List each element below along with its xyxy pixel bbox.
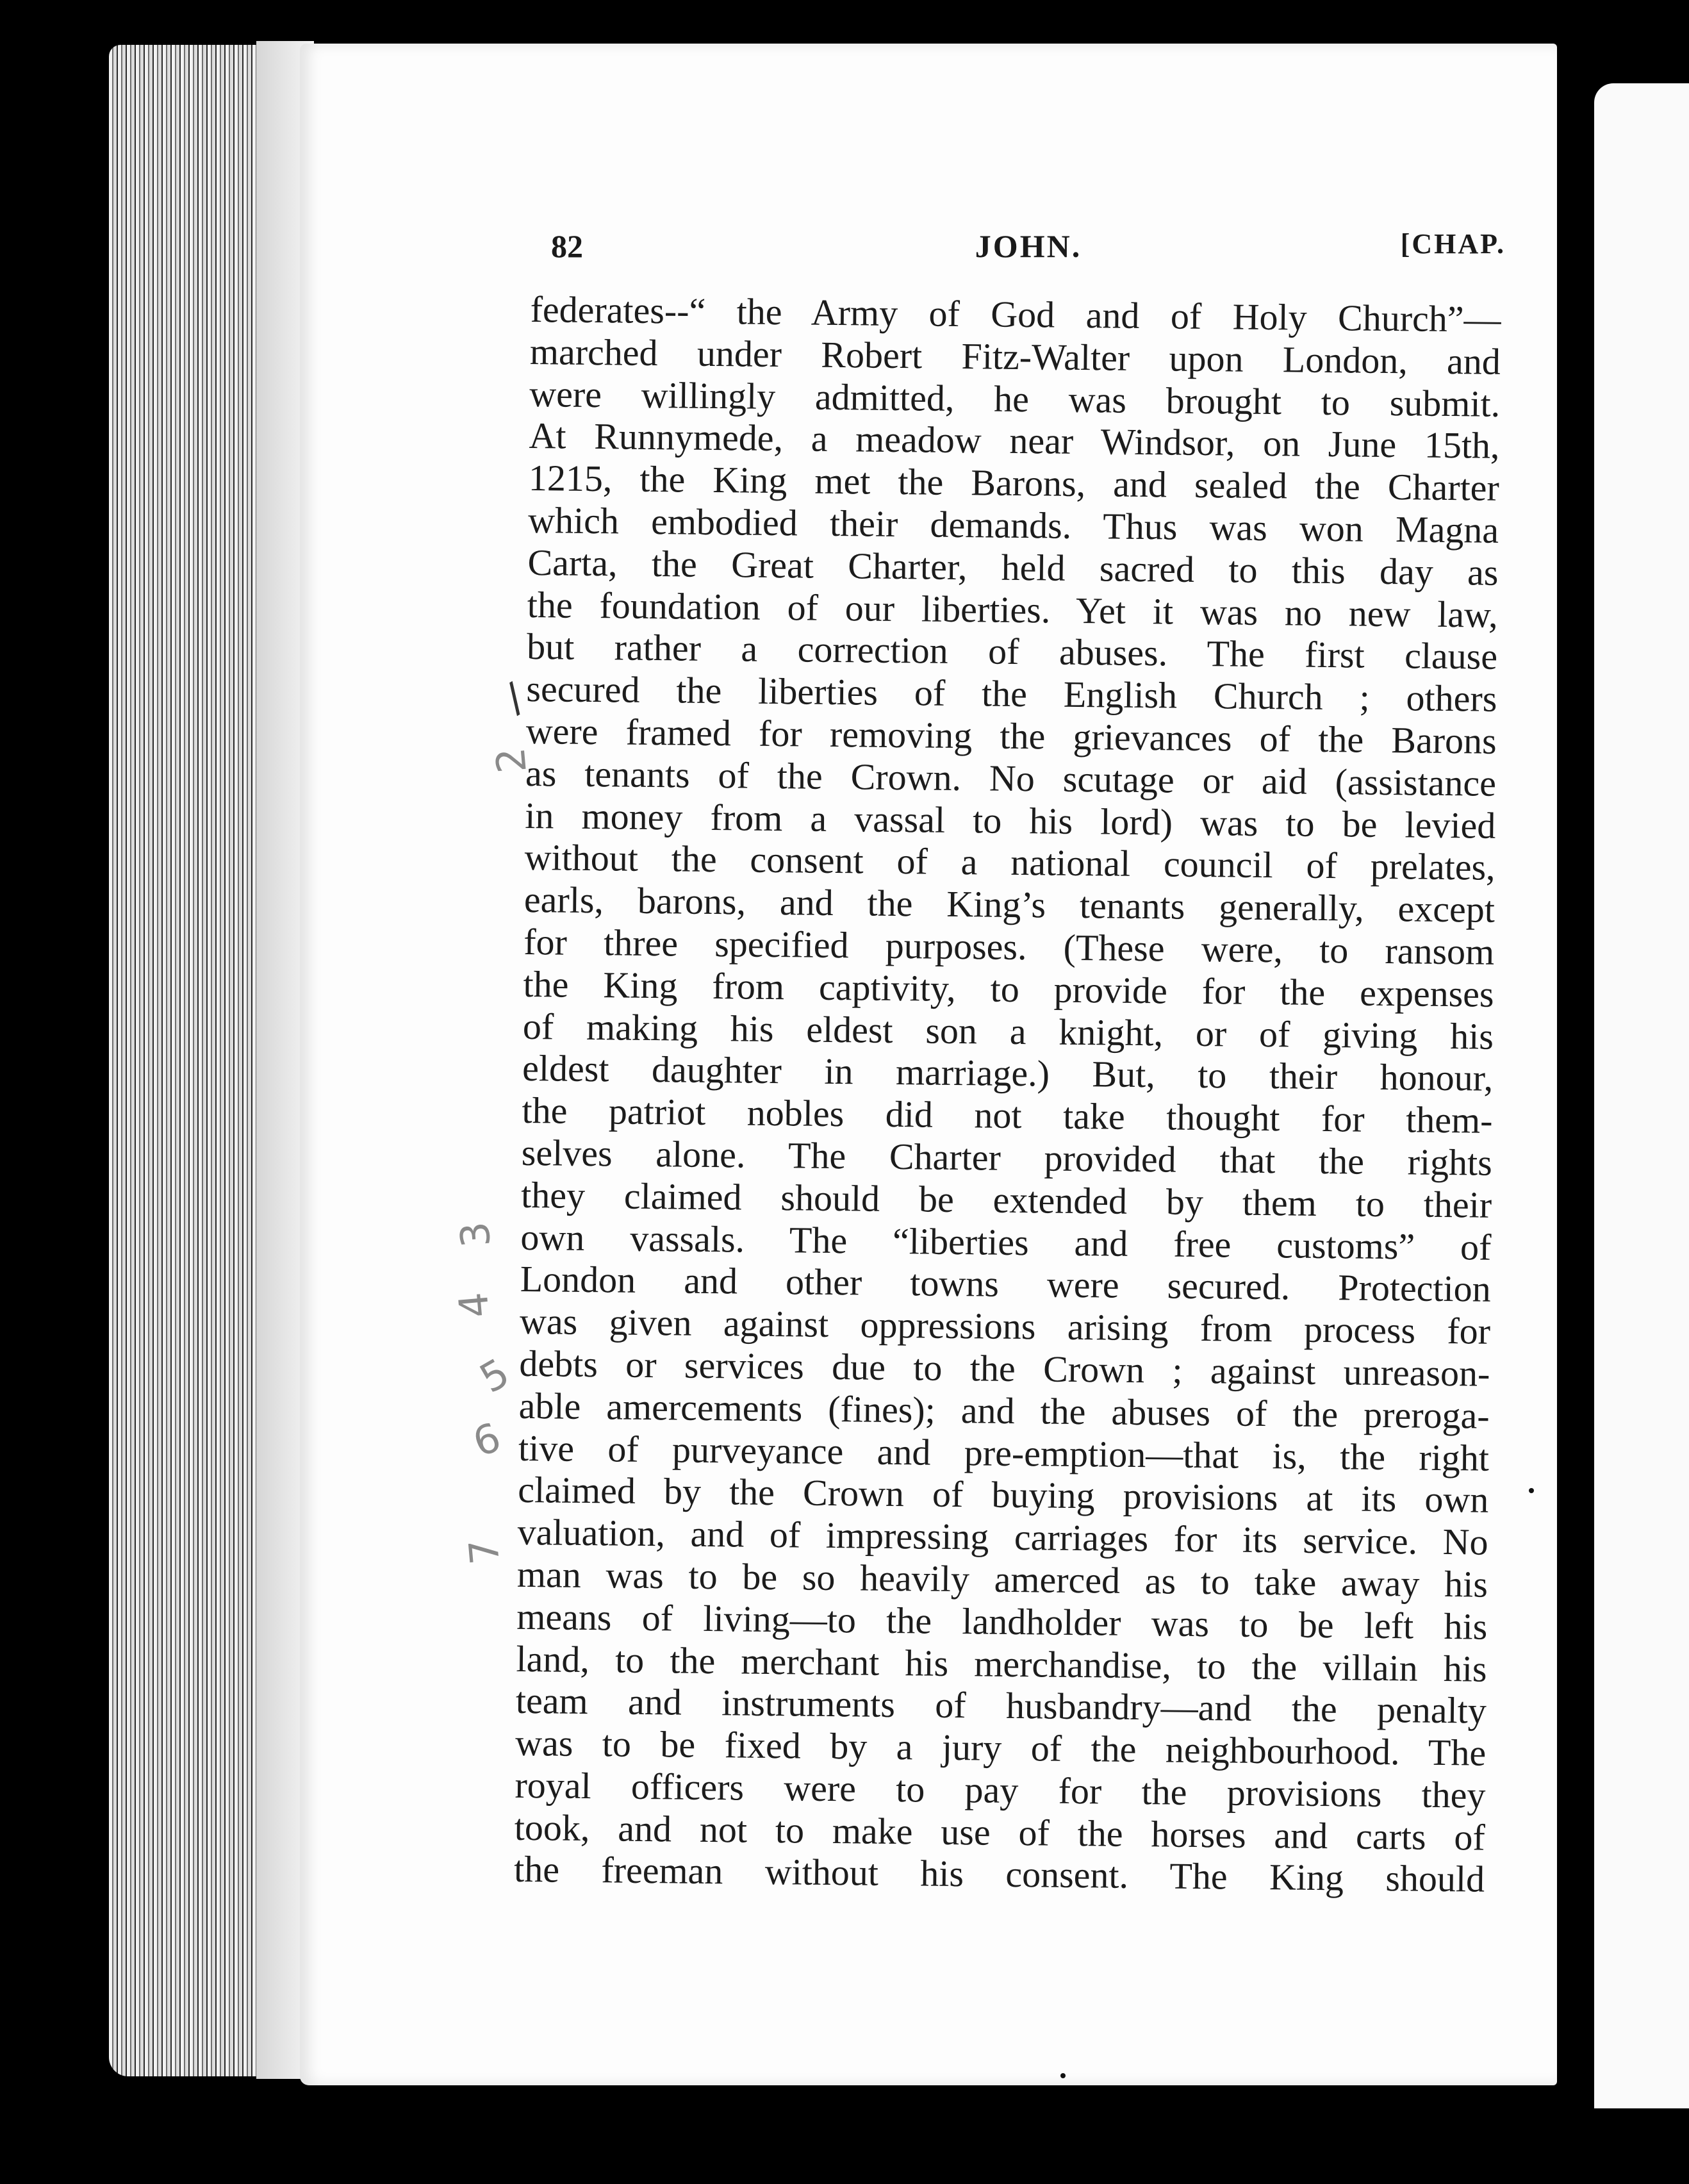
text-line: earls, barons, and the King’s tenants generally, except bbox=[523, 879, 1495, 931]
facing-page-edge bbox=[1594, 83, 1689, 2108]
margin-mark: 4 bbox=[449, 1290, 498, 1320]
text-line: the patriot nobles did not take thought for them- bbox=[522, 1089, 1493, 1141]
text-line: of making his eldest son a knight, or of giving his bbox=[522, 1005, 1494, 1057]
text-line: tive of purveyance and pre-emption—that is, the right bbox=[518, 1427, 1490, 1479]
text-line: but rather a correction of abuses. The first clause bbox=[526, 625, 1498, 678]
text-line: land, to the merchant his merchandise, to the villain his bbox=[516, 1637, 1487, 1690]
text-line: means of living—to the landholder was to be left his bbox=[516, 1595, 1488, 1648]
margin-mark: 2 bbox=[486, 745, 536, 775]
text-line: for three specified purposes. (These were, to ransom bbox=[523, 920, 1495, 973]
text-line: federates--“ the Army of God and of Holy Church”— bbox=[530, 288, 1501, 340]
body-text bbox=[514, 288, 1501, 1901]
running-head: JOHN. bbox=[975, 228, 1082, 264]
margin-mark: 5 bbox=[472, 1349, 518, 1402]
chapter-marker: [CHAP. bbox=[1400, 228, 1506, 260]
text-line: the King from captivity, to provide for the expenses bbox=[523, 963, 1494, 1015]
text-line: London and other towns were secured. Protection bbox=[520, 1258, 1492, 1311]
text-line: able amercements (fines); and the abuses of the preroga- bbox=[518, 1384, 1490, 1437]
text-line: valuation, and of impressing carriages for its service. No bbox=[517, 1511, 1488, 1563]
text-line: claimed by the Crown of buying provisions at its own bbox=[518, 1469, 1489, 1521]
text-line: was to be fixed by a jury of the neighbourhood. The bbox=[515, 1721, 1487, 1774]
text-line: own vassals. The “liberties and free customs” of bbox=[520, 1216, 1492, 1268]
text-line: royal officers were to pay for the provisions they bbox=[515, 1764, 1486, 1816]
ink-speck bbox=[1060, 2073, 1066, 2078]
text-line: man was to be so heavily amerced as to take away his bbox=[516, 1553, 1488, 1605]
ink-speck bbox=[1529, 1488, 1534, 1493]
text-line: were willingly admitted, he was brought to submit. bbox=[529, 372, 1501, 425]
text-line: was given against oppressions arising from process for bbox=[519, 1300, 1491, 1352]
text-line: in money from a vassal to his lord) was to be levied bbox=[525, 794, 1496, 847]
margin-mark: 6 bbox=[466, 1413, 507, 1466]
text-line: secured the liberties of the English Church ; others bbox=[526, 668, 1497, 720]
text-line: as tenants of the Crown. No scutage or aid (assistance bbox=[525, 752, 1497, 804]
text-line: debts or services due to the Crown ; against unreason- bbox=[519, 1342, 1490, 1394]
text-line: Carta, the Great Charter, held sacred to this day as bbox=[527, 541, 1499, 593]
margin-mark: 7 bbox=[459, 1537, 509, 1567]
page-number: 82 bbox=[551, 228, 583, 264]
margin-mark: 3 bbox=[450, 1220, 500, 1250]
text-line: without the consent of a national council of prelates, bbox=[524, 836, 1495, 889]
margin-mark: / bbox=[497, 674, 532, 722]
text-line: marched under Robert Fitz-Walter upon London, and bbox=[529, 330, 1501, 383]
text-line: which embodied their demands. Thus was won Magna bbox=[527, 499, 1499, 551]
text-line: eldest daughter in marriage.) But, to their honour, bbox=[522, 1047, 1494, 1100]
text-line: team and instruments of husbandry—and the penalty bbox=[515, 1680, 1487, 1732]
text-line: selves alone. The Charter provided that the rights bbox=[521, 1131, 1493, 1184]
text-line: were framed for removing the grievances of the Barons bbox=[525, 709, 1497, 762]
text-line: the foundation of our liberties. Yet it was no new law, bbox=[527, 583, 1499, 636]
text-line: the freeman without his consent. The King should bbox=[513, 1848, 1485, 1901]
text-line: took, and not to make use of the horses and carts of bbox=[514, 1806, 1486, 1858]
text-line: 1215, the King met the Barons, and sealed the Charter bbox=[528, 457, 1500, 509]
text-line: At Runnymede, a meadow near Windsor, on June 15th, bbox=[529, 415, 1500, 467]
text-line: they claimed should be extended by them to their bbox=[520, 1173, 1492, 1226]
page-header bbox=[551, 228, 1506, 272]
